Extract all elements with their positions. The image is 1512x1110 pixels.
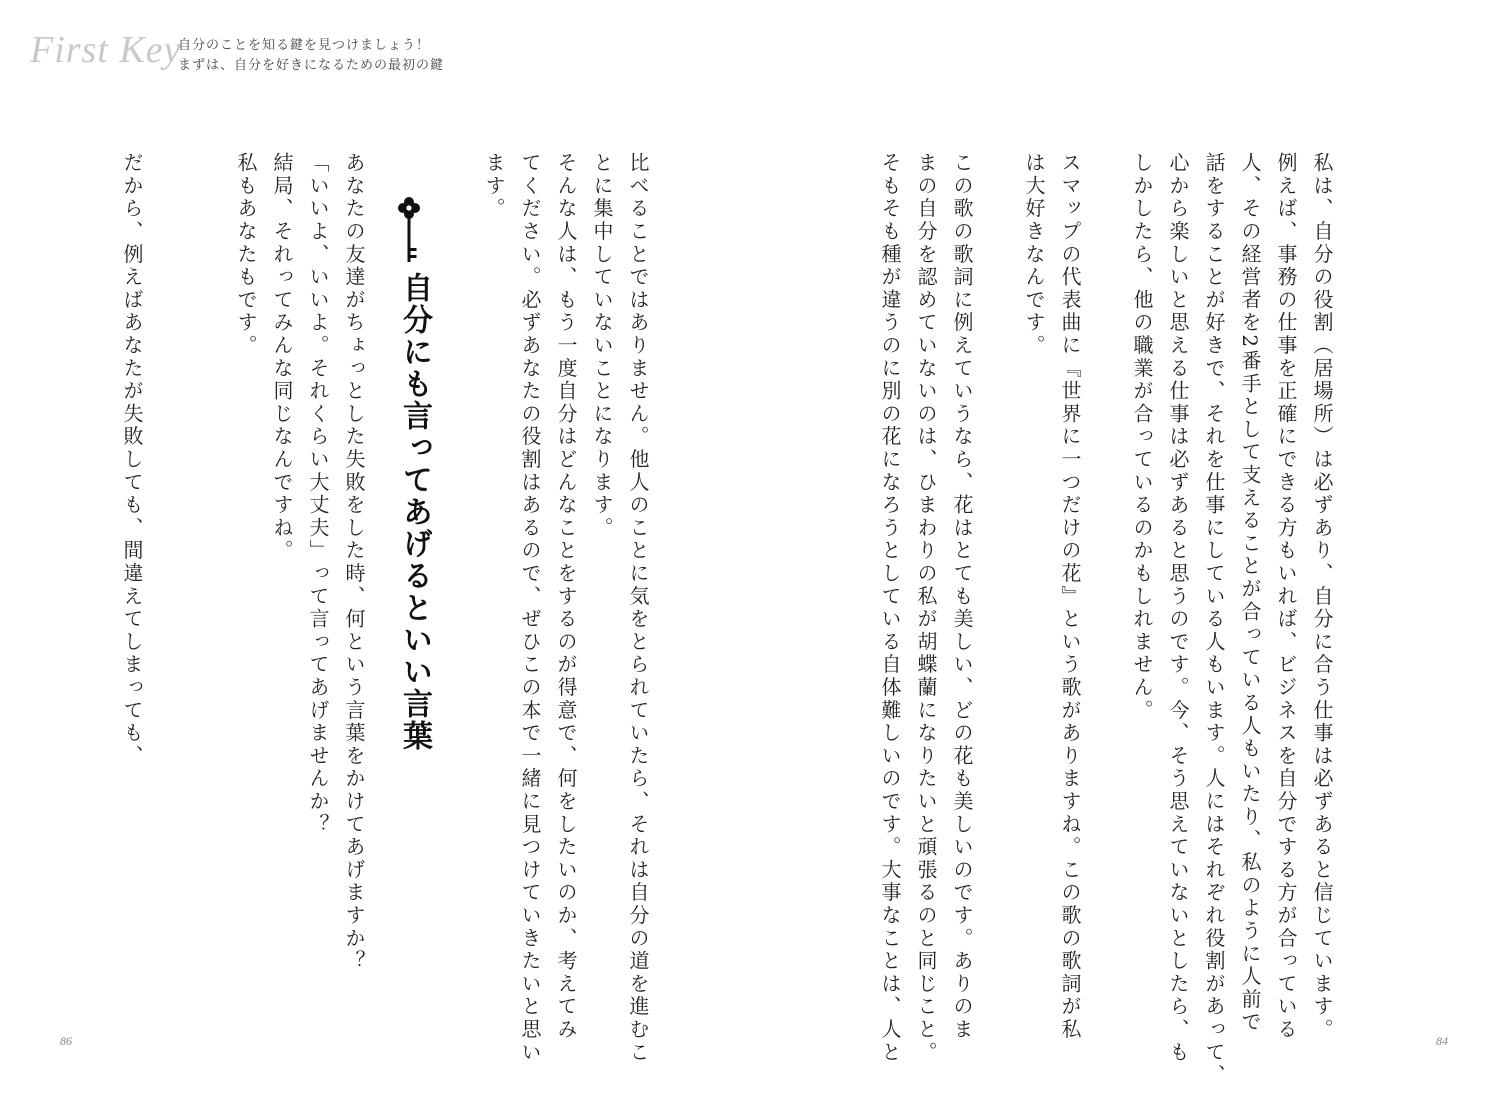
left-page-paragraph-3: だから、例えばあなたが失敗しても、間違えてしまっても、: [120, 152, 144, 768]
left-page-paragraph-2: あなたの友達がちょっとした失敗をした時、何という言葉をかけてあげますか？ 「いいよ、いいよ。それくらい大丈夫」って言ってあげませんか？ 結局、それってみんな同じなんですね。 私もあなたもです。: [234, 152, 366, 973]
page-number-left: 86: [60, 1034, 72, 1048]
right-page-paragraph-2: スマップの代表曲に『世界に一つだけの花』という歌がありますね。この歌の歌詞が私 は大好きなんです。: [1022, 152, 1082, 1042]
page-number-right: 84: [1436, 1034, 1448, 1048]
right-page-paragraph-3: この歌の歌詞に例えていうなら、花はとても美しい、どの花も美しいのです。ありのま まの自分を認めていないのは、ひまわりの私が胡蝶蘭になりたいと頑張るのと同じこと。 そもそも種が違うのに別の花になろうとしている自体難しいのです。大事なことは、人と: [878, 152, 974, 1064]
left-page-paragraph-1: 比べることではありません。他人のことに気をとられていたら、それは自分の道を進むこ とに集中していないことになります。 そんな人は、もう一度自分はどんなことをするのが得意で、何をしたいのか、考えてみ てください。必ずあなたの役割はあるので、ぜひこの本で一緒に見つけていきたいと思い ます。: [482, 152, 650, 1064]
right-page-paragraph-1: 私は、自分の役割（居場所）は必ずあり、自分に合う仕事は必ずあると信じています。 例えば、事務の仕事を正確にできる方もいれば、ビジネスを自分でする方が合っている 人、その経営者を2番手として支えることが合っている人もいたり、私のように人前で 話をすることが好きで、それを仕事にしている人もいます。人にはそれぞれ役割があって、 心から楽しいと思える仕事は必ずあると思うのです。今、そう思えていないとしたら、も しかしたら、他の職業が合っているのかもしれません。: [1130, 152, 1334, 1087]
key-icon: [396, 196, 422, 266]
header-subtitle-1: 自分のことを知る鍵を見つけましょう！: [178, 38, 431, 53]
section-heading: 自分にも言ってあげるといい言葉: [397, 272, 432, 752]
header-subtitle-2: まずは、自分を好きになるための最初の鍵: [178, 58, 445, 73]
brand-logo: First Key: [30, 29, 182, 71]
